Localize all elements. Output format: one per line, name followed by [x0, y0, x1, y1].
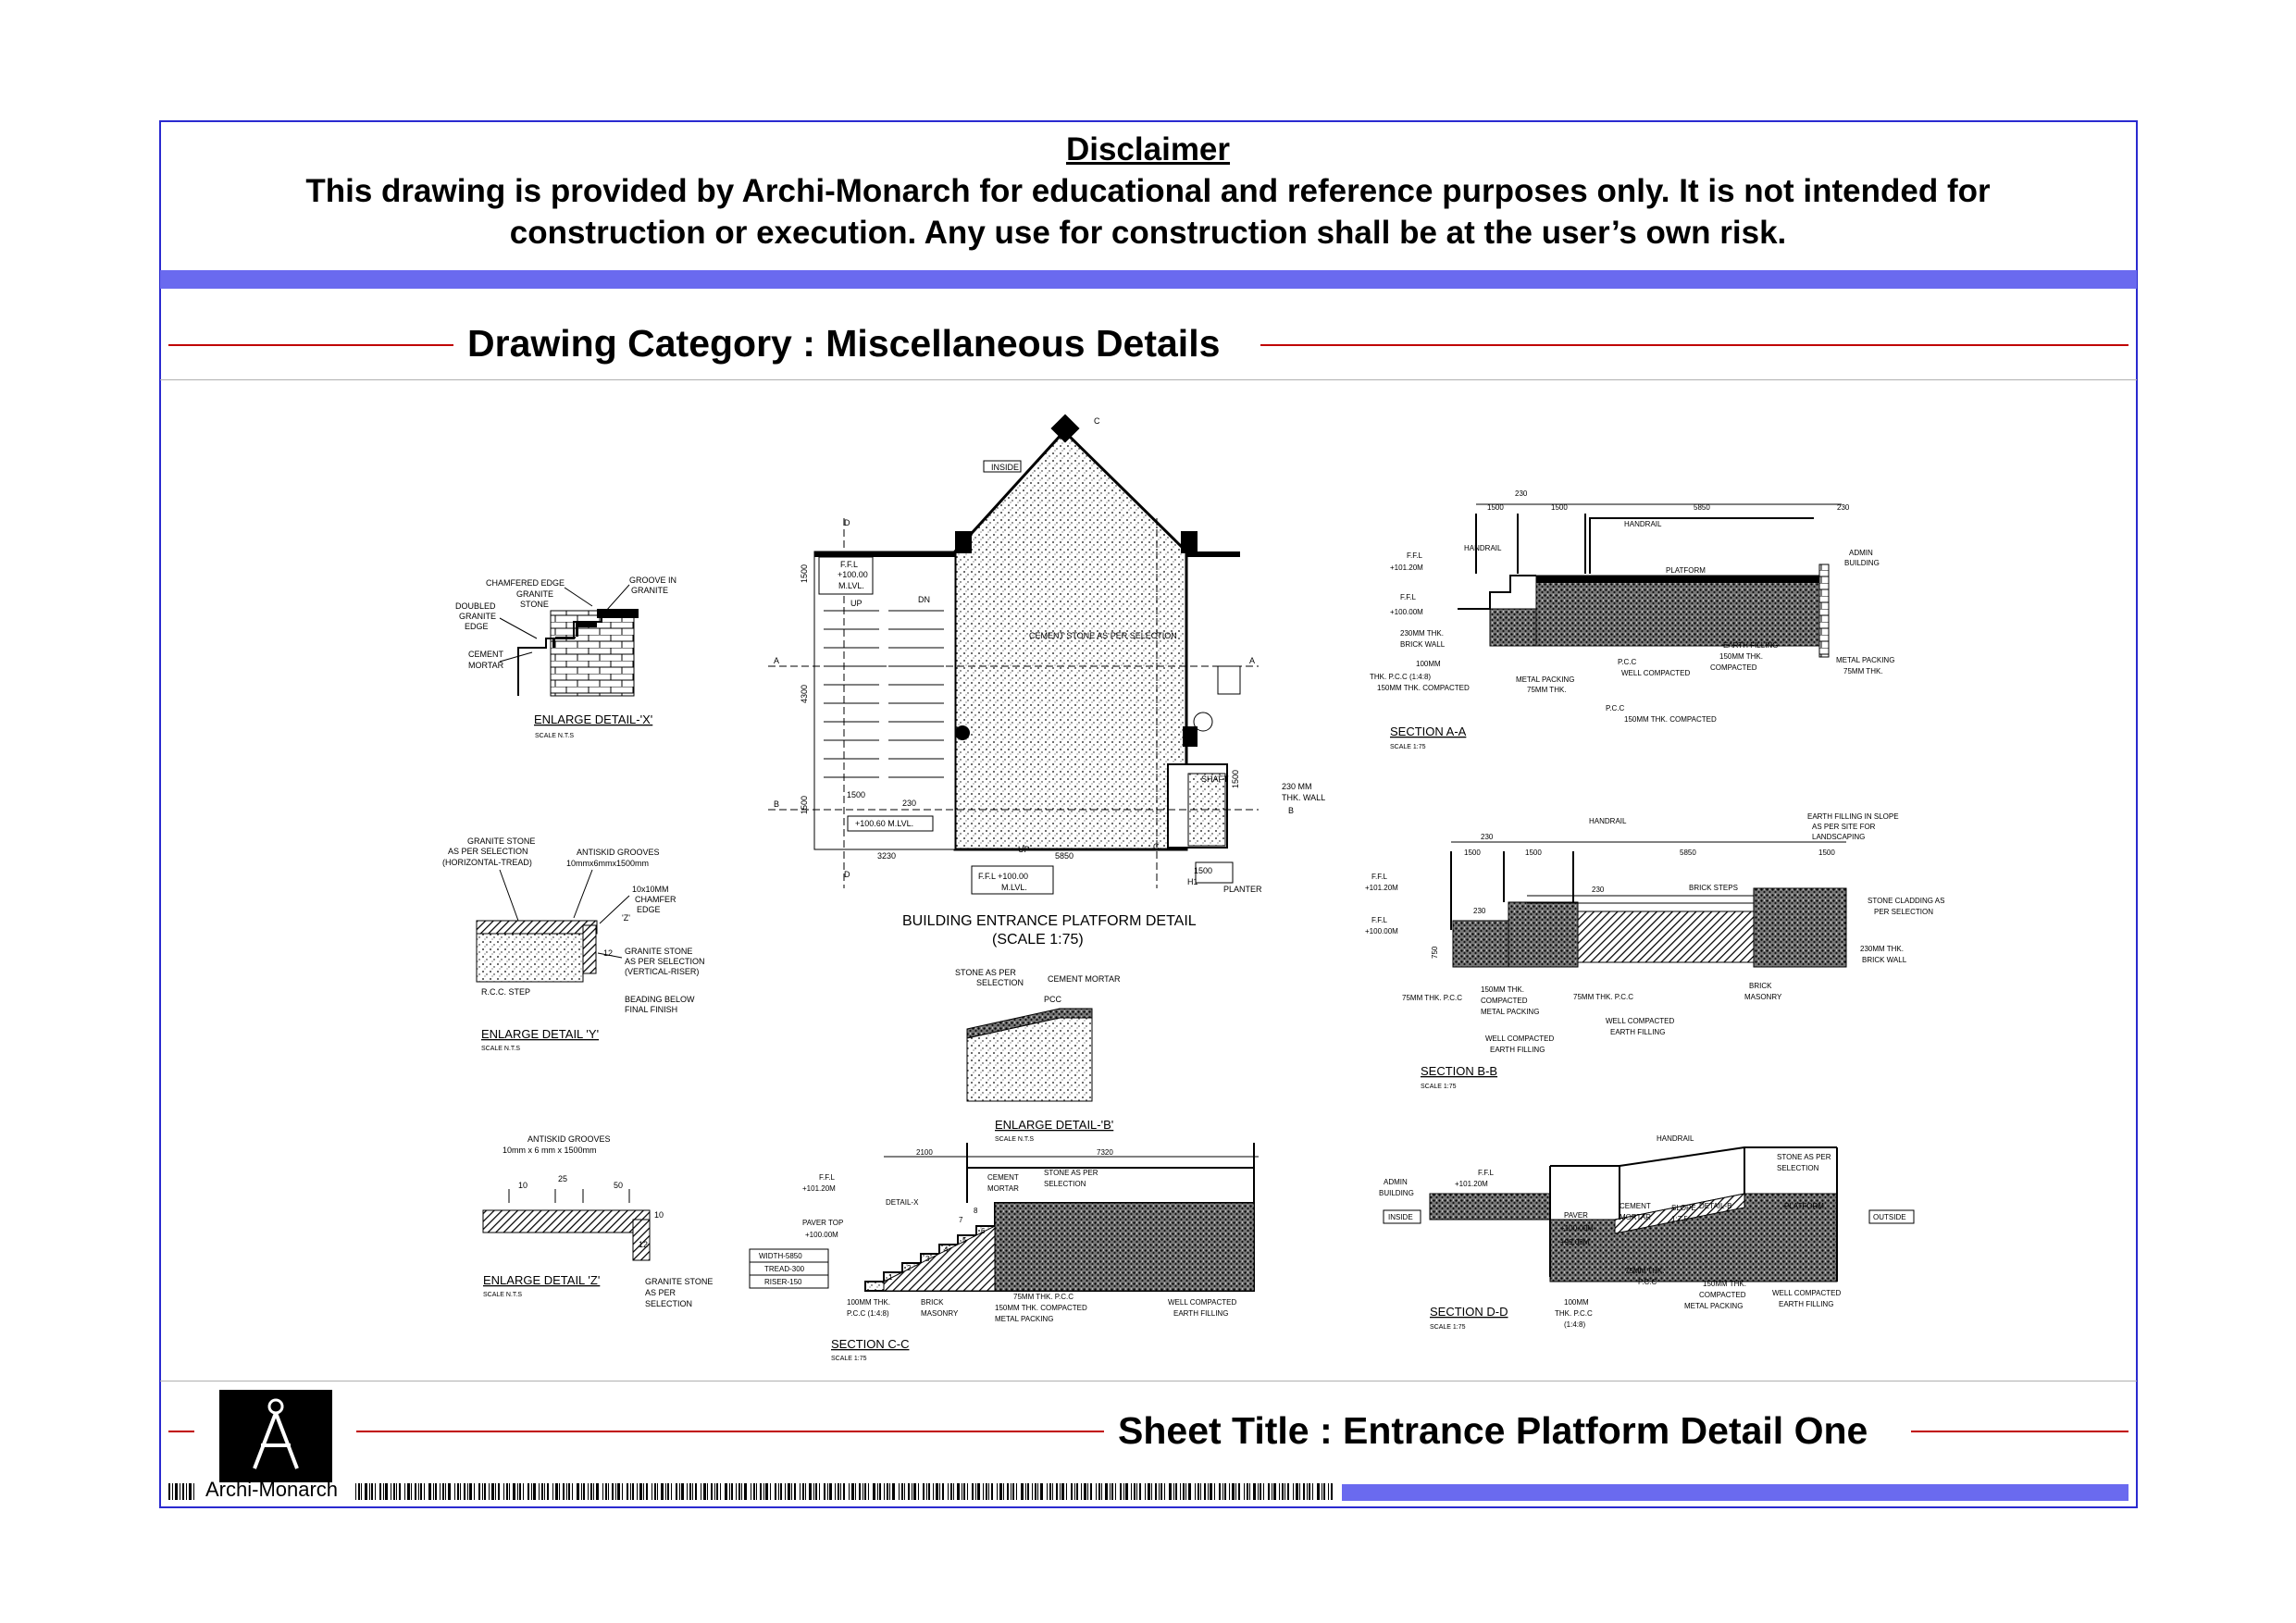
- plan-note: H1: [1187, 877, 1198, 886]
- section-aa-note: P.C.C: [1606, 704, 1625, 712]
- plan-note: +100.60 M.LVL.: [855, 819, 914, 828]
- section-dd-note: P.C.C: [1638, 1278, 1657, 1286]
- plan-note: SHAFT: [1201, 774, 1229, 784]
- detail-b-note: SELECTION: [976, 978, 1024, 987]
- section-aa-note: HANDRAIL: [1464, 544, 1502, 552]
- section-bb-note: 230: [1592, 886, 1605, 894]
- section-aa-note: METAL PACKING: [1516, 675, 1575, 684]
- plan-note: 1500: [800, 564, 809, 583]
- detail-z-scale: SCALE N.T.S: [483, 1292, 523, 1298]
- section-bb-note: MASONRY: [1744, 993, 1782, 1001]
- detail-x-note: GRANITE: [631, 586, 669, 595]
- section-dd-note: PLATFORM: [1784, 1202, 1824, 1210]
- detail-x-note: DOUBLED: [455, 601, 496, 611]
- section-cc-note: RISER-150: [764, 1278, 802, 1286]
- section-cc-note: 5: [962, 1236, 967, 1245]
- plan-note: D: [844, 518, 850, 527]
- section-aa-note: WELL COMPACTED: [1621, 669, 1691, 677]
- section-aa-note: 75MM THK.: [1527, 686, 1567, 694]
- section-aa-note: 230: [1515, 489, 1528, 498]
- plan-note: +100.00: [838, 570, 868, 579]
- detail-z-note: 25: [558, 1174, 568, 1183]
- detail-z-note: 10mm x 6 mm x 1500mm: [503, 1146, 597, 1155]
- detail-y-note: GRANITE STONE: [467, 836, 536, 846]
- archi-monarch-logo: [219, 1390, 332, 1482]
- section-aa-note: F.F.L: [1407, 551, 1422, 560]
- section-cc-note: 75MM THK. P.C.C: [1013, 1293, 1074, 1301]
- disclaimer-title: Disclaimer: [1065, 131, 1231, 167]
- section-bb-note: +101.20M: [1365, 884, 1398, 892]
- section-cc-note: DETAIL-X: [886, 1198, 919, 1207]
- section-bb-note: METAL PACKING: [1481, 1008, 1540, 1016]
- section-bb-note: BRICK STEPS: [1689, 884, 1738, 892]
- section-bb-note: LANDSCAPING: [1812, 833, 1866, 841]
- detail-y-note: ANTISKID GROOVES: [577, 848, 660, 857]
- section-bb-note: 1500: [1464, 849, 1481, 857]
- section-dd-note: METAL PACKING: [1684, 1302, 1744, 1310]
- section-dd-note: 100MM: [1564, 1298, 1589, 1307]
- enlarge-detail-y: [442, 836, 705, 1052]
- section-aa-note: 150MM THK.: [1719, 652, 1763, 661]
- detail-y-note: R.C.C. STEP: [481, 987, 531, 997]
- section-bb-note: 230MM THK.: [1860, 945, 1904, 953]
- plan-note: C: [1094, 416, 1100, 426]
- detail-x-note: GRANITE: [459, 612, 497, 621]
- plan-note: 3230: [877, 851, 897, 861]
- plan-note: 230 MM: [1282, 782, 1312, 791]
- entrance-platform-plan: [768, 414, 1325, 948]
- section-dd-title: SECTION D-D: [1430, 1305, 1508, 1319]
- section-aa-note: METAL PACKING: [1836, 656, 1895, 664]
- section-cc-note: 2: [907, 1264, 912, 1272]
- section-bb-note: 230: [1473, 907, 1486, 915]
- section-bb-note: BRICK: [1749, 982, 1772, 990]
- section-dd-note: ADMIN: [1384, 1178, 1408, 1186]
- section-dd-note: 1:7.5: [1671, 1215, 1688, 1223]
- section-bb-note: WELL COMPACTED: [1485, 1035, 1555, 1043]
- section-aa-title: SECTION A-A: [1390, 725, 1467, 738]
- section-cc-note: METAL PACKING: [995, 1315, 1054, 1323]
- detail-y-scale: SCALE N.T.S: [481, 1046, 521, 1052]
- section-dd-note: 150MM THK.: [1703, 1280, 1746, 1288]
- detail-x-note: GROOVE IN: [629, 576, 677, 585]
- section-cc-note: EARTH FILLING: [1173, 1309, 1229, 1318]
- section-aa-note: BRICK WALL: [1400, 640, 1446, 649]
- section-bb-scale: SCALE 1:75: [1421, 1084, 1457, 1090]
- plan-note: B: [1288, 806, 1295, 815]
- detail-y-title: ENLARGE DETAIL 'Y': [481, 1027, 600, 1041]
- detail-z-note: 10: [654, 1210, 664, 1220]
- plan-note: D: [844, 870, 850, 879]
- section-cc-note: TREAD-300: [764, 1265, 805, 1273]
- section-cc-note: 3: [925, 1255, 930, 1263]
- section-bb-note: EARTH FILLING: [1610, 1028, 1666, 1036]
- barcode-strip: [355, 1483, 1336, 1500]
- detail-z-note: GRANITE STONE: [645, 1277, 714, 1286]
- section-bb-note: F.F.L: [1371, 916, 1387, 924]
- plan-note: INSIDE: [991, 463, 1020, 472]
- section-cc-note: WIDTH-5850: [759, 1252, 802, 1260]
- section-cc-scale: SCALE 1:75: [831, 1356, 867, 1362]
- detail-z-title: ENLARGE DETAIL 'Z': [483, 1273, 601, 1287]
- section-dd-note: INSIDE: [1388, 1213, 1413, 1221]
- detail-y-note: 10mmx6mmx1500mm: [566, 859, 650, 868]
- section-bb-note: 75MM THK. P.C.C: [1402, 994, 1463, 1002]
- plan-note: M.LVL.: [838, 581, 864, 590]
- detail-z-note: 10: [518, 1181, 528, 1190]
- section-aa-note: ADMIN: [1849, 549, 1873, 557]
- detail-x-note: EDGE: [465, 622, 489, 631]
- section-d-d: [1379, 1134, 1914, 1331]
- section-bb-note: EARTH FILLING IN SLOPE: [1807, 812, 1899, 821]
- section-dd-note: COMPACTED: [1699, 1291, 1746, 1299]
- title-rule-short: [168, 1431, 194, 1432]
- plan-note: UP: [1018, 845, 1030, 854]
- plan-note: A: [1249, 656, 1256, 665]
- plan-note: A: [774, 656, 780, 665]
- section-bb-title: SECTION B-B: [1421, 1064, 1498, 1078]
- detail-y-note: CHAMFER: [635, 895, 676, 904]
- section-bb-note: 150MM THK.: [1481, 985, 1524, 994]
- section-cc-note: +100.00M: [805, 1231, 838, 1239]
- section-dd-note: HANDRAIL: [1657, 1134, 1694, 1143]
- plan-note: C: [1153, 842, 1160, 851]
- section-bb-note: PER SELECTION: [1874, 908, 1934, 916]
- detail-x-scale: SCALE N.T.S: [535, 733, 575, 739]
- section-aa-note: 1500: [1487, 503, 1504, 512]
- section-bb-note: 75MM THK. P.C.C: [1573, 993, 1634, 1001]
- detail-x-note: GRANITE: [516, 589, 554, 599]
- section-dd-note: CEMENT: [1620, 1202, 1651, 1210]
- section-aa-note: THK. P.C.C (1:4:8): [1370, 673, 1432, 681]
- detail-x-note: MORTAR: [468, 661, 504, 670]
- section-bb-note: HANDRAIL: [1589, 817, 1627, 825]
- section-cc-note: F.F.L: [819, 1173, 835, 1182]
- plan-note: CEMENT STONE AS PER SELECTION: [1029, 631, 1177, 640]
- section-aa-scale: SCALE 1:75: [1390, 744, 1426, 750]
- drawing-category: Drawing Category : Miscellaneous Details: [467, 322, 1221, 365]
- detail-y-note: AS PER SELECTION: [448, 847, 528, 856]
- section-bb-note: 750: [1431, 946, 1439, 959]
- detail-x-note: CHAMFERED EDGE: [486, 578, 565, 588]
- section-cc-note: BRICK: [921, 1298, 944, 1307]
- section-cc-note: 150MM THK. COMPACTED: [995, 1304, 1087, 1312]
- section-cc-note: SELECTION: [1044, 1180, 1086, 1188]
- section-dd-note: STONE AS PER: [1777, 1153, 1831, 1161]
- detail-y-note: GRANITE STONE: [625, 947, 693, 956]
- detail-y-note: BEADING BELOW: [625, 995, 695, 1004]
- section-dd-note: DETAIL-B: [1699, 1202, 1732, 1210]
- detail-z-note: SELECTION: [645, 1299, 693, 1308]
- plan-note: UP: [850, 599, 863, 608]
- plan-note: DN: [918, 595, 930, 604]
- section-dd-note: BUILDING: [1379, 1189, 1414, 1197]
- plan-note: 1500: [847, 790, 866, 799]
- footer-band: [1342, 1484, 2128, 1501]
- disclaimer-line-1: This drawing is provided by Archi-Monarch for educational and reference purposes only. It is not intended for: [305, 173, 1991, 209]
- logo-text: Archi-Monarch: [205, 1478, 339, 1501]
- compass-icon: [219, 1390, 332, 1482]
- section-aa-note: PLATFORM: [1666, 566, 1706, 575]
- section-cc-note: +101.20M: [802, 1184, 836, 1193]
- section-bb-note: BRICK WALL: [1862, 956, 1907, 964]
- detail-b-note: STONE AS PER: [955, 968, 1016, 977]
- plan-note: 1500: [800, 795, 809, 814]
- detail-z-note: ANTISKID GROOVES: [527, 1134, 611, 1144]
- plan-note: M.LVL.: [1001, 883, 1027, 892]
- section-dd-note: +100.00M: [1560, 1224, 1594, 1233]
- section-dd-scale: SCALE 1:75: [1430, 1324, 1466, 1331]
- plan-note: F.F.L: [840, 560, 859, 569]
- detail-y-note: (VERTICAL-RISER): [625, 967, 700, 976]
- section-cc-note: 4: [944, 1245, 949, 1254]
- section-bb-note: 1500: [1818, 849, 1835, 857]
- section-dd-note: 75MM THK.: [1625, 1267, 1665, 1275]
- section-cc-note: MASONRY: [921, 1309, 959, 1318]
- section-cc-note: STONE AS PER: [1044, 1169, 1098, 1177]
- section-dd-note: F.F.L: [1478, 1169, 1494, 1177]
- detail-x-note: STONE: [520, 600, 549, 609]
- section-bb-note: 5850: [1680, 849, 1696, 857]
- detail-y-note: 'Z': [622, 913, 630, 923]
- section-aa-note: P.C.C: [1618, 658, 1637, 666]
- section-dd-note: WELL COMPACTED: [1772, 1289, 1842, 1297]
- detail-b-title: ENLARGE DETAIL-'B': [995, 1118, 1114, 1132]
- section-bb-note: WELL COMPACTED: [1606, 1017, 1675, 1025]
- section-aa-note: F.F.L: [1400, 593, 1416, 601]
- section-aa-note: 1500: [1551, 503, 1568, 512]
- section-cc-note: 1: [888, 1273, 893, 1282]
- section-dd-note: SELECTION: [1777, 1164, 1819, 1172]
- section-bb-note: +100.00M: [1365, 927, 1398, 935]
- section-aa-note: 230MM THK.: [1400, 629, 1444, 638]
- section-dd-note: THK. P.C.C: [1555, 1309, 1593, 1318]
- section-aa-note: 100MM: [1416, 660, 1441, 668]
- section-bb-note: STONE CLADDING AS: [1868, 897, 1945, 905]
- plan-note: 1500: [1194, 866, 1213, 875]
- enlarge-detail-z: [483, 1134, 713, 1308]
- section-cc-note: 7: [959, 1216, 963, 1224]
- detail-b-note: CEMENT MORTAR: [1048, 974, 1121, 984]
- detail-y-note: FINAL FINISH: [625, 1005, 678, 1014]
- enlarge-detail-x: [455, 576, 676, 739]
- section-bb-note: F.F.L: [1371, 873, 1387, 881]
- plan-note: B: [774, 799, 780, 809]
- section-cc-note: 8: [974, 1207, 978, 1215]
- detail-b-scale: SCALE N.T.S: [995, 1136, 1035, 1143]
- sheet-title: Sheet Title : Entrance Platform Detail One: [1118, 1409, 1868, 1452]
- plan-note: 230: [902, 799, 917, 808]
- section-dd-note: +99.00M: [1560, 1238, 1590, 1246]
- section-bb-note: EARTH FILLING: [1490, 1046, 1545, 1054]
- detail-z-note: AS PER: [645, 1288, 676, 1297]
- section-cc-note: 100MM THK.: [847, 1298, 890, 1307]
- section-b-b: [1365, 812, 1944, 1090]
- section-aa-note: 5850: [1694, 503, 1710, 512]
- section-cc-title: SECTION C-C: [831, 1337, 910, 1351]
- section-cc-note: PAVER TOP: [802, 1219, 844, 1227]
- section-dd-note: (1:4:8): [1564, 1320, 1586, 1329]
- section-a-a: [1370, 489, 1894, 750]
- section-cc-note: 2100: [916, 1148, 933, 1157]
- detail-y-note: AS PER SELECTION: [625, 957, 705, 966]
- section-aa-note: +101.20M: [1390, 564, 1423, 572]
- section-bb-note: 1500: [1525, 849, 1542, 857]
- section-aa-note: EARTH FILLING: [1723, 641, 1779, 650]
- detail-y-note: (HORIZONTAL-TREAD): [442, 858, 532, 867]
- section-cc-note: CEMENT: [987, 1173, 1019, 1182]
- plan-note: 5850: [1055, 851, 1074, 861]
- section-c-c: [750, 1143, 1259, 1362]
- plan-title: BUILDING ENTRANCE PLATFORM DETAIL: [902, 913, 1197, 929]
- section-cc-note: MORTAR: [987, 1184, 1019, 1193]
- section-dd-note: PAVER: [1564, 1211, 1588, 1220]
- section-dd-note: +101.20M: [1455, 1180, 1488, 1188]
- section-aa-note: HANDRAIL: [1624, 520, 1662, 528]
- section-cc-note: 7320: [1097, 1148, 1113, 1157]
- plan-note: THK. WALL: [1282, 793, 1326, 802]
- section-aa-note: 75MM THK.: [1843, 667, 1883, 675]
- section-bb-note: COMPACTED: [1481, 997, 1528, 1005]
- section-cc-note: WELL COMPACTED: [1168, 1298, 1237, 1307]
- plan-note: 4300: [800, 684, 809, 703]
- plan-scale: (SCALE 1:75): [992, 932, 1084, 948]
- section-dd-note: MORTAR: [1620, 1213, 1651, 1221]
- barcode-strip: [168, 1483, 202, 1500]
- detail-y-note: 10x10MM: [632, 885, 669, 894]
- section-aa-note: COMPACTED: [1710, 663, 1757, 672]
- section-bb-note: AS PER SITE FOR: [1812, 823, 1876, 831]
- detail-z-note: 12: [639, 1240, 649, 1249]
- section-dd-note: SLOPE: [1671, 1204, 1696, 1212]
- disclaimer-line-2: construction or execution. Any use for construction shall be at the user’s own risk.: [509, 215, 1787, 251]
- section-aa-note: 150MM THK. COMPACTED: [1624, 715, 1717, 724]
- detail-x-note: CEMENT: [468, 650, 503, 659]
- plan-note: PLANTER: [1223, 885, 1262, 894]
- section-aa-note: 150MM THK. COMPACTED: [1377, 684, 1470, 692]
- section-bb-note: 230: [1481, 833, 1494, 841]
- section-aa-note: +100.00M: [1390, 608, 1423, 616]
- title-rule-right: [1911, 1431, 2128, 1432]
- plan-note: 1500: [1231, 769, 1240, 788]
- detail-b-note: PCC: [1044, 995, 1062, 1004]
- enlarge-detail-b: [955, 968, 1121, 1143]
- detail-y-note: 12: [603, 948, 614, 958]
- section-dd-note: OUTSIDE: [1873, 1213, 1906, 1221]
- section-aa-note: 230: [1837, 503, 1850, 512]
- title-rule-left: [356, 1431, 1104, 1432]
- section-cc-note: 6: [981, 1227, 986, 1235]
- detail-x-title: ENLARGE DETAIL-'X': [534, 712, 653, 726]
- section-cc-note: P.C.C (1:4:8): [847, 1309, 889, 1318]
- section-dd-note: EARTH FILLING: [1779, 1300, 1834, 1308]
- detail-z-note: 50: [614, 1181, 624, 1190]
- section-aa-note: BUILDING: [1844, 559, 1880, 567]
- detail-y-note: EDGE: [637, 905, 661, 914]
- plan-note: F.F.L +100.00: [978, 872, 1028, 881]
